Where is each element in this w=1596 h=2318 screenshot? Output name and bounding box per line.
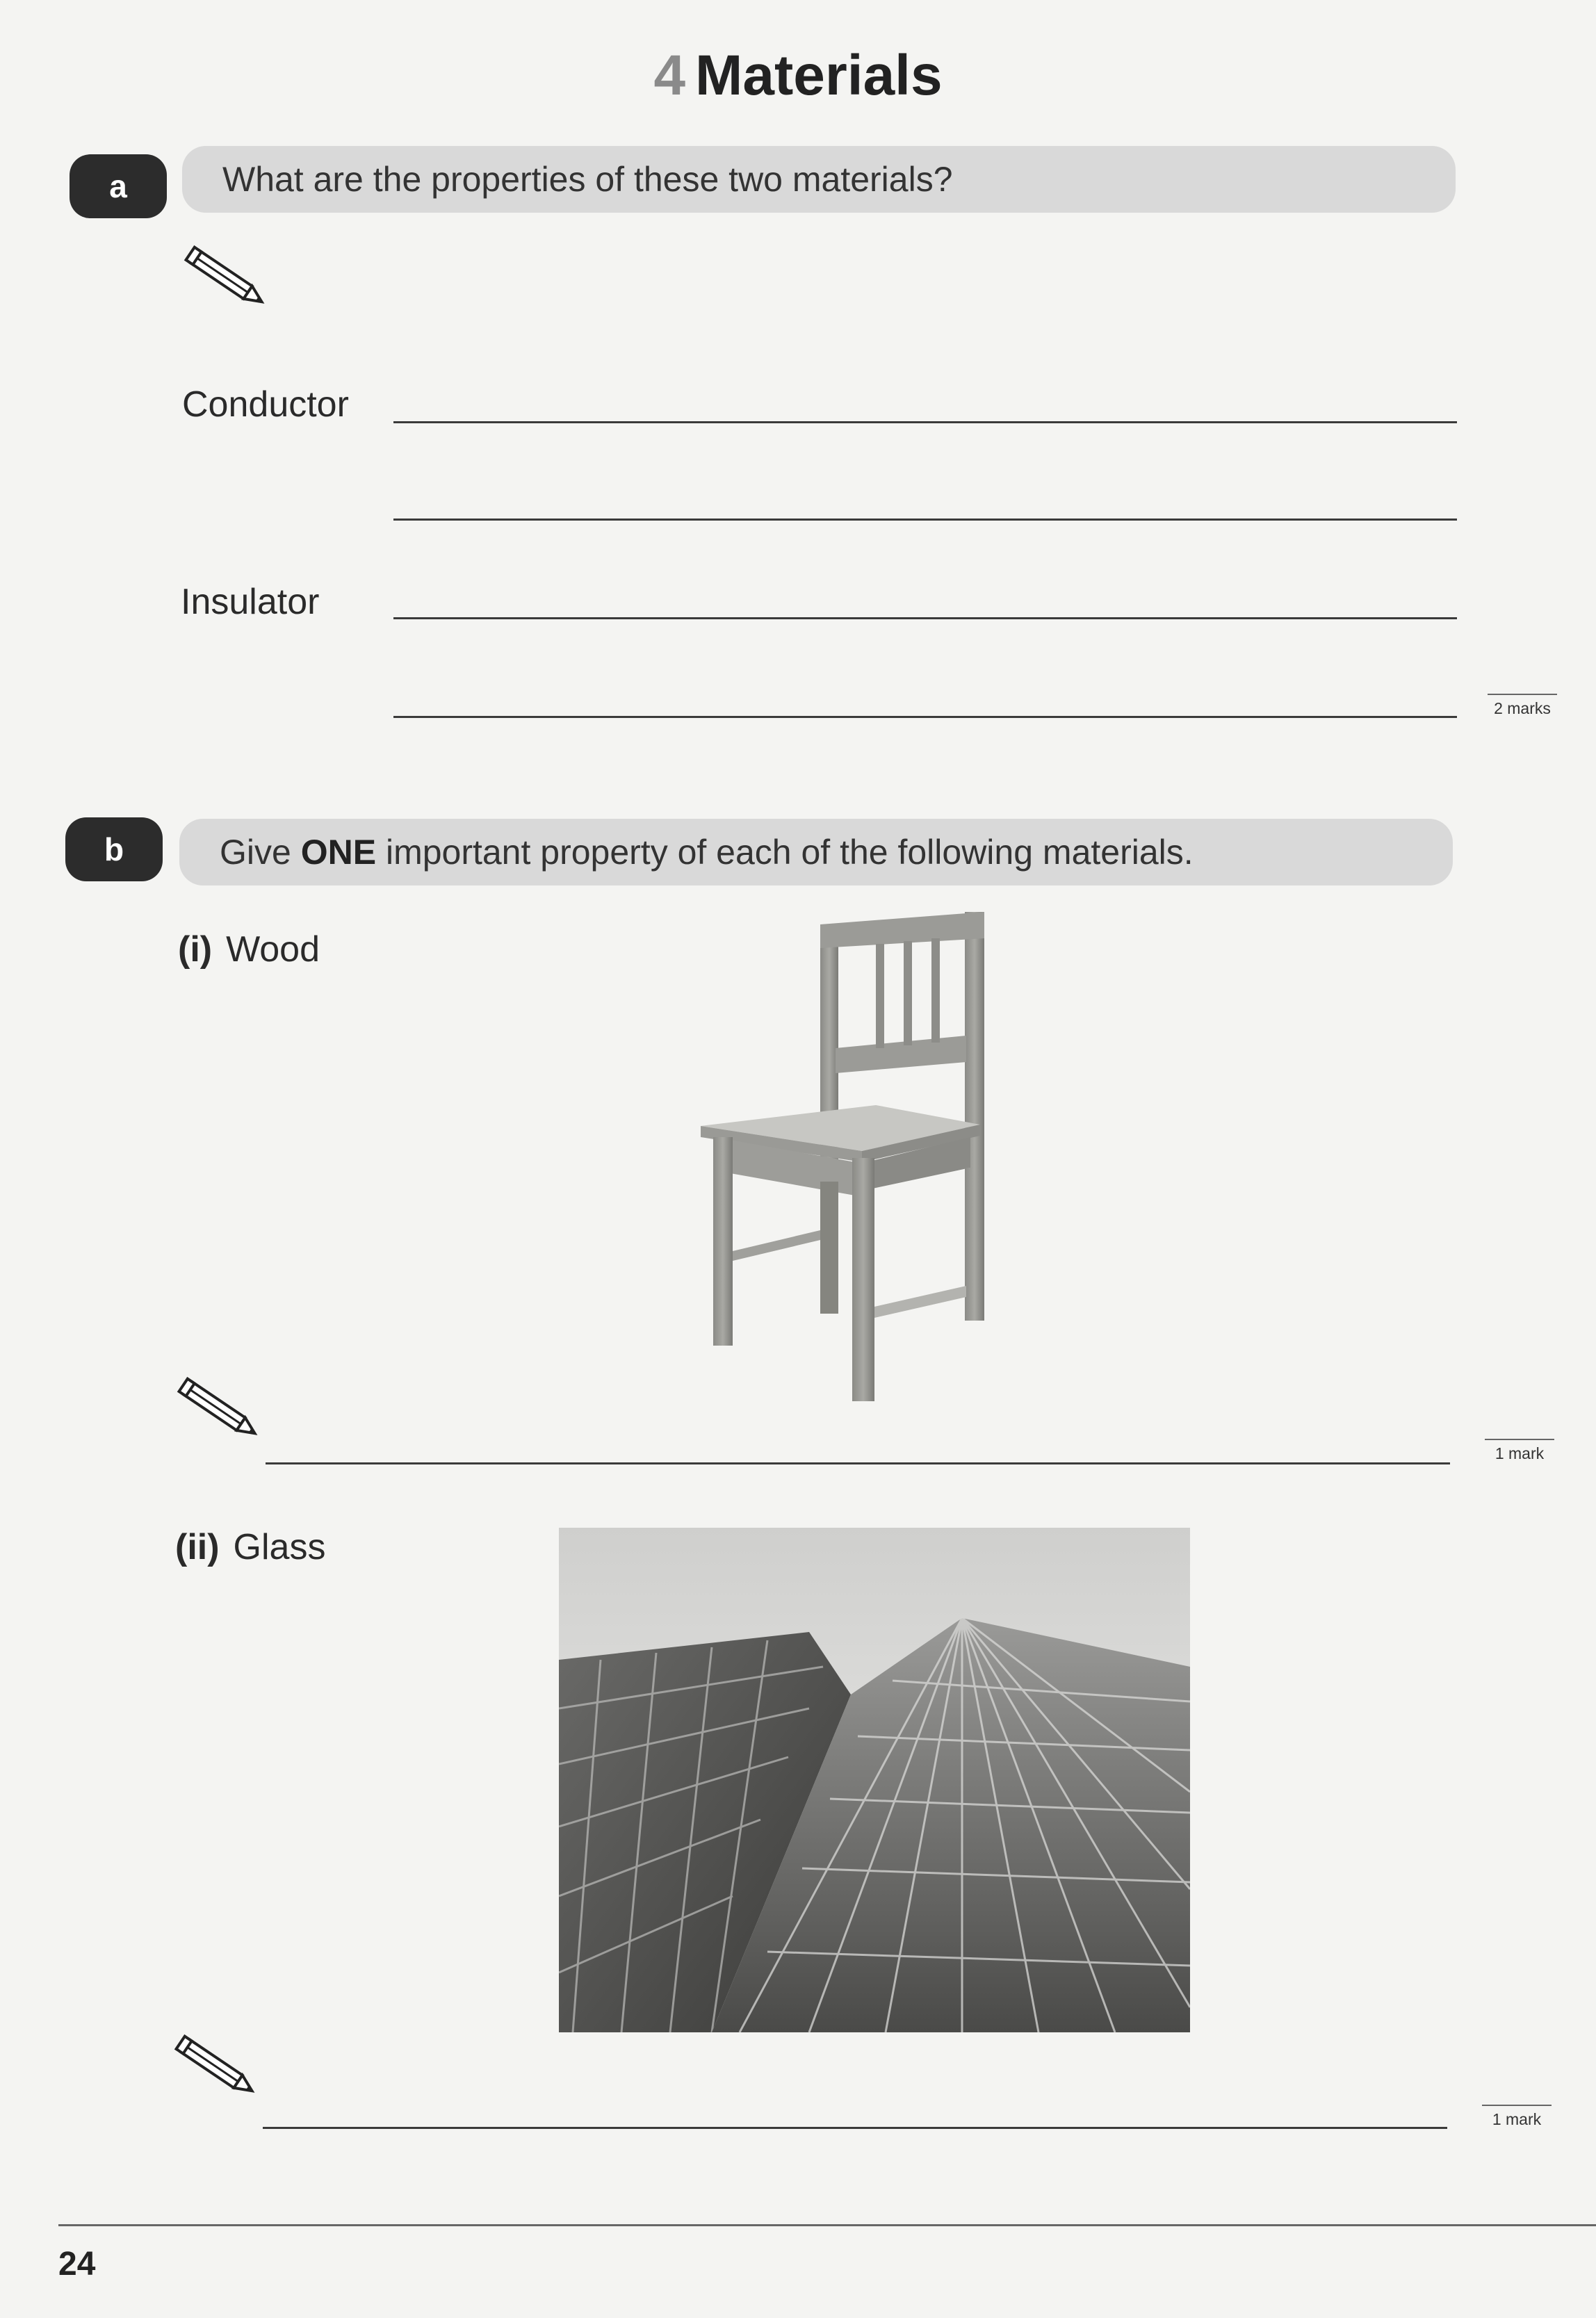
part-ii-numeral: (ii): [175, 1527, 220, 1567]
marks-box-b-i: 1 mark: [1485, 1439, 1554, 1463]
question-b-prompt-post: important property of each of the following materials.: [376, 833, 1194, 872]
question-b-prompt-pre: Give: [220, 833, 301, 872]
part-i-label: [178, 929, 320, 970]
answer-label-insulator: Insulator: [181, 582, 320, 622]
footer-divider: [58, 2224, 1596, 2226]
answer-line-conductor-2[interactable]: [393, 519, 1457, 521]
pencil-icon: [182, 245, 272, 314]
page-number: 24: [58, 2246, 96, 2283]
part-ii-material: Glass: [233, 1527, 326, 1567]
glass-skyscraper-image: [559, 1528, 1190, 2032]
part-i-numeral: (i): [178, 929, 213, 970]
answer-line-wood[interactable]: [266, 1462, 1450, 1464]
section-title: Materials: [695, 44, 943, 107]
part-ii-label: [175, 1526, 325, 1568]
answer-line-insulator-2[interactable]: [393, 716, 1457, 718]
pencil-icon: [175, 1376, 266, 1446]
answer-label-conductor: Conductor: [182, 384, 349, 425]
question-b-prompt-bold: ONE: [300, 833, 377, 872]
marks-box-a: 2 marks: [1488, 694, 1557, 718]
question-a-label: a: [70, 154, 167, 218]
question-b-prompt: [179, 819, 1453, 885]
answer-line-conductor-1[interactable]: [393, 421, 1457, 423]
question-a-prompt: [182, 146, 1456, 213]
section-number: 4: [653, 44, 686, 107]
page-title: [0, 43, 1596, 108]
question-a-prompt-text: What are the properties of these two materials?: [222, 160, 953, 199]
answer-line-glass[interactable]: [263, 2127, 1447, 2129]
part-i-material: Wood: [226, 929, 320, 970]
marks-box-b-ii: 1 mark: [1482, 2105, 1552, 2129]
wooden-chair-image: [688, 904, 994, 1404]
pencil-icon: [172, 2034, 263, 2103]
answer-line-insulator-1[interactable]: [393, 617, 1457, 619]
question-b-label: b: [65, 817, 163, 881]
